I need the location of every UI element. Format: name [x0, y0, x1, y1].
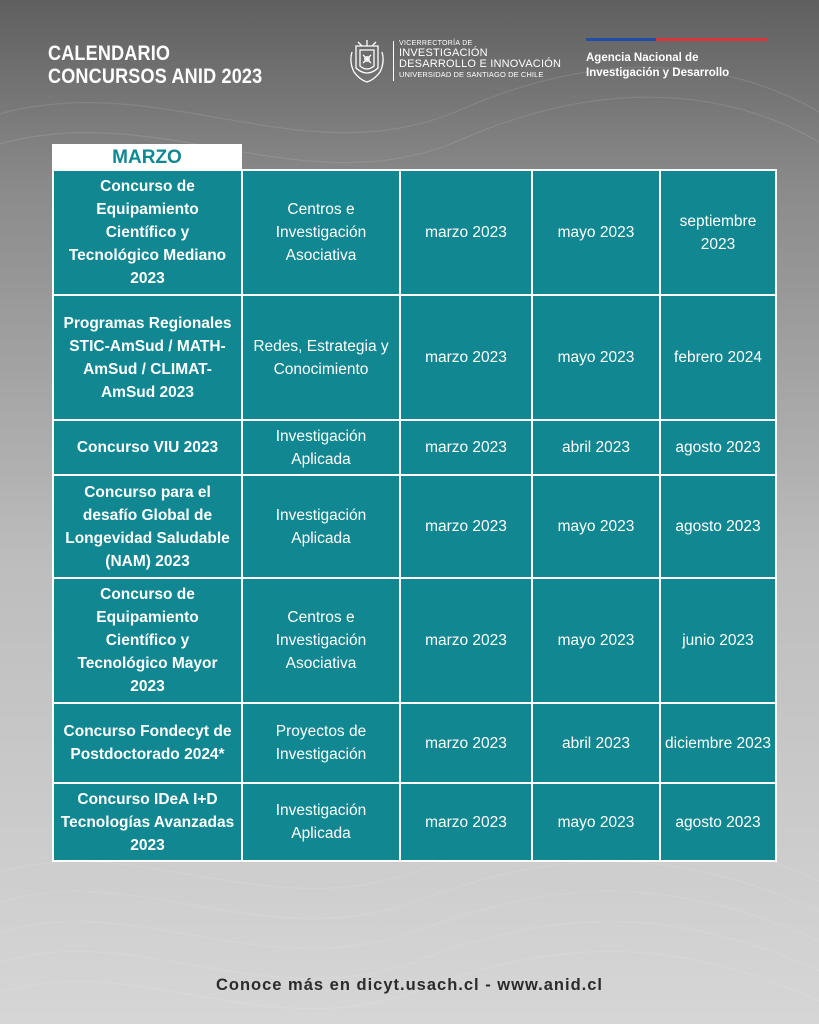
contest-name: Programas Regionales STIC-AmSud / MATH-AmSud / CLIMAT-AmSud 2023: [53, 295, 242, 420]
contest-open-date: marzo 2023: [400, 295, 532, 420]
anid-name: [586, 51, 729, 81]
usach-line-4: UNIVERSIDAD DE SANTIAGO DE CHILE: [399, 70, 544, 79]
anid-line-1: Agencia Nacional de: [586, 52, 699, 64]
contest-name: Concurso Fondecyt de Postdoctorado 2024*: [53, 703, 242, 783]
contest-area: Investigación Aplicada: [242, 420, 400, 475]
contest-name: Concurso IDeA I+D Tecnologías Avanzadas 2023: [53, 783, 242, 861]
contest-area: Centros e Investigación Asociativa: [242, 170, 400, 295]
contest-open-date: marzo 2023: [400, 170, 532, 295]
contest-results-date: agosto 2023: [660, 783, 776, 861]
contest-close-date: mayo 2023: [532, 475, 660, 578]
footer-links: Conoce más en dicyt.usach.cl - www.anid.cl: [215, 976, 604, 994]
contest-results-date: diciembre 2023: [660, 703, 776, 783]
contest-name: Concurso VIU 2023: [53, 420, 242, 475]
title-line-1: CALENDARIO: [48, 42, 171, 65]
contest-close-date: mayo 2023: [532, 578, 660, 703]
contest-close-date: mayo 2023: [532, 170, 660, 295]
anid-flag-bar-blue: [586, 38, 656, 41]
table-row: [53, 475, 776, 578]
contest-open-date: marzo 2023: [400, 703, 532, 783]
contest-area: Centros e Investigación Asociativa: [242, 578, 400, 703]
contest-name: Concurso de Equipamiento Científico y Tecnológico Mayor 2023: [53, 578, 242, 703]
contest-area: Proyectos de Investigación: [242, 703, 400, 783]
contest-close-date: abril 2023: [532, 420, 660, 475]
contest-name: Concurso de Equipamiento Científico y Tecnológico Mediano 2023: [53, 170, 242, 295]
anid-line-2: Investigación y Desarrollo: [586, 67, 730, 79]
usach-logo: [348, 38, 578, 88]
contest-area: Redes, Estrategia y Conocimiento: [242, 295, 400, 420]
contest-close-date: mayo 2023: [532, 295, 660, 420]
table-row: [53, 170, 776, 295]
contest-close-date: mayo 2023: [532, 783, 660, 861]
contest-open-date: marzo 2023: [400, 475, 532, 578]
calendar-table: [52, 169, 777, 862]
title-line-2: CONCURSOS ANID 2023: [48, 65, 263, 88]
usach-line-3: DESARROLLO E INNOVACIÓN: [399, 58, 562, 70]
contest-open-date: marzo 2023: [400, 783, 532, 861]
contest-results-date: febrero 2024: [660, 295, 776, 420]
contest-name: Concurso para el desafío Global de Longevidad Saludable (NAM) 2023: [53, 475, 242, 578]
table-row: [53, 295, 776, 420]
contest-area: Investigación Aplicada: [242, 783, 400, 861]
contest-results-date: agosto 2023: [660, 420, 776, 475]
anid-logo: [586, 38, 768, 88]
university-crest-icon: [348, 38, 386, 86]
anid-flag-bar-red: [656, 38, 768, 41]
usach-logo-text: [399, 40, 561, 79]
usach-line-2: INVESTIGACIÓN: [399, 47, 488, 59]
contest-results-date: junio 2023: [660, 578, 776, 703]
usach-line-1: VICERRECTORÍA DE: [399, 40, 473, 47]
month-tab: MARZO: [52, 144, 242, 169]
table-row: [53, 703, 776, 783]
page-title: [48, 42, 262, 88]
logo-separator: [393, 41, 394, 81]
contest-open-date: marzo 2023: [400, 420, 532, 475]
contest-area: Investigación Aplicada: [242, 475, 400, 578]
table-row: [53, 578, 776, 703]
table-row: [53, 783, 776, 861]
contest-close-date: abril 2023: [532, 703, 660, 783]
contest-open-date: marzo 2023: [400, 578, 532, 703]
table-row: [53, 420, 776, 475]
contest-results-date: agosto 2023: [660, 475, 776, 578]
contest-results-date: septiembre 2023: [660, 170, 776, 295]
